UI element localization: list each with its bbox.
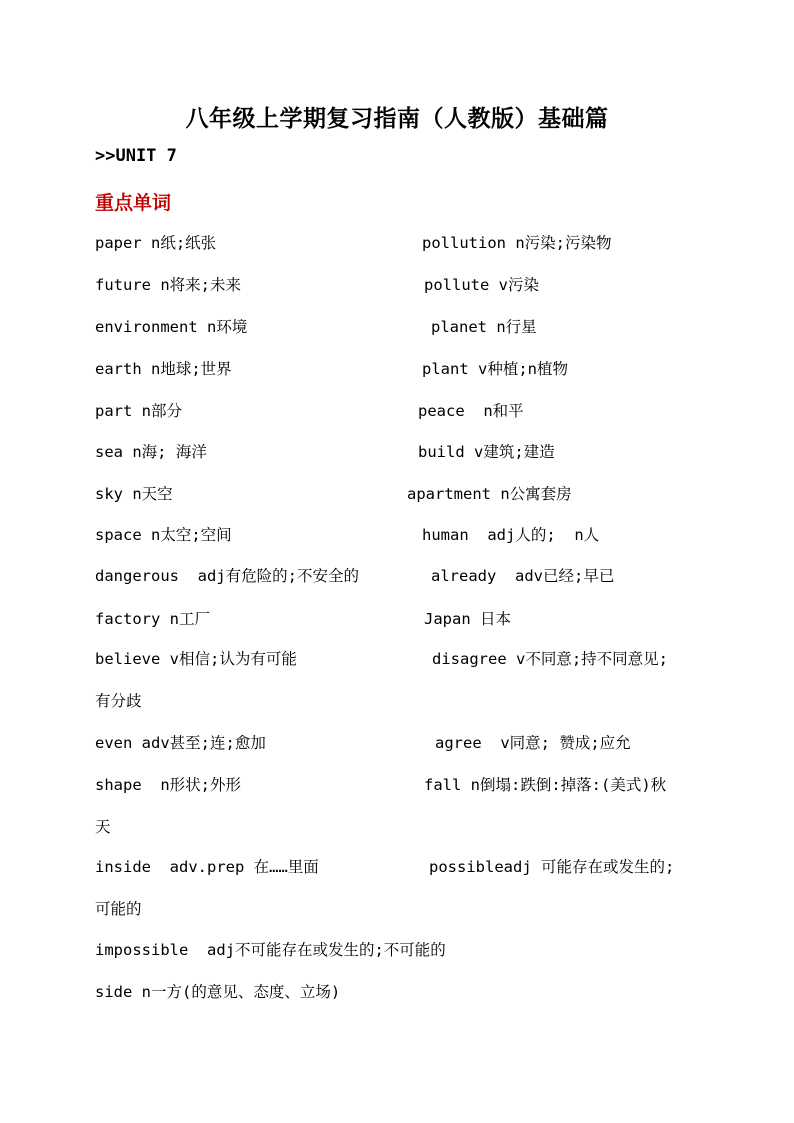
vocab-left: sky n天空: [95, 485, 173, 503]
section-heading: 重点单词: [95, 192, 172, 214]
vocab-left: factory n工厂: [95, 610, 210, 628]
vocab-continuation: 可能的: [95, 900, 142, 918]
vocab-right: already adv已经;早已: [431, 567, 615, 585]
vocab-left: side n一方(的意见、态度、立场): [95, 983, 341, 1001]
vocab-continuation: 天: [95, 818, 111, 836]
vocab-left: sea n海; 海洋: [95, 443, 207, 461]
vocab-right: possibleadj 可能存在或发生的;: [429, 858, 675, 876]
vocab-right: planet n行星: [431, 318, 537, 336]
vocab-right: disagree v不同意;持不同意见;: [432, 650, 668, 668]
vocab-left: even adv甚至;连;愈加: [95, 734, 266, 752]
vocab-left: earth n地球;世界: [95, 360, 232, 378]
document-title: 八年级上学期复习指南（人教版）基础篇: [185, 105, 609, 132]
vocab-right: fall n倒塌:跌倒:掉落:(美式)秋: [424, 776, 667, 794]
vocab-left: paper n纸;纸张: [95, 234, 217, 252]
vocab-right: Japan 日本: [424, 610, 511, 628]
vocab-right: pollute v污染: [424, 276, 539, 294]
vocab-right: pollution n污染;污染物: [422, 234, 612, 252]
vocab-right: build v建筑;建造: [418, 443, 555, 461]
unit-heading: >>UNIT 7: [95, 146, 177, 166]
vocab-left: believe v相信;认为有可能: [95, 650, 297, 668]
vocab-left: impossible adj不可能存在或发生的;不可能的: [95, 941, 446, 959]
vocab-right: human adj人的; n人: [422, 526, 600, 544]
vocab-continuation: 有分歧: [95, 692, 142, 710]
vocab-left: inside adv.prep 在……里面: [95, 858, 319, 876]
vocab-left: shape n形状;外形: [95, 776, 241, 794]
vocab-right: peace n和平: [418, 402, 524, 420]
vocab-left: space n太空;空间: [95, 526, 232, 544]
vocab-left: dangerous adj有危险的;不安全的: [95, 567, 359, 585]
vocab-left: future n将来;未来: [95, 276, 241, 294]
vocab-right: apartment n公寓套房: [407, 485, 572, 503]
vocab-right: agree v同意; 赞成;应允: [435, 734, 631, 752]
vocab-left: part n部分: [95, 402, 182, 420]
vocab-left: environment n环境: [95, 318, 248, 336]
vocab-right: plant v种植;n植物: [422, 360, 568, 378]
